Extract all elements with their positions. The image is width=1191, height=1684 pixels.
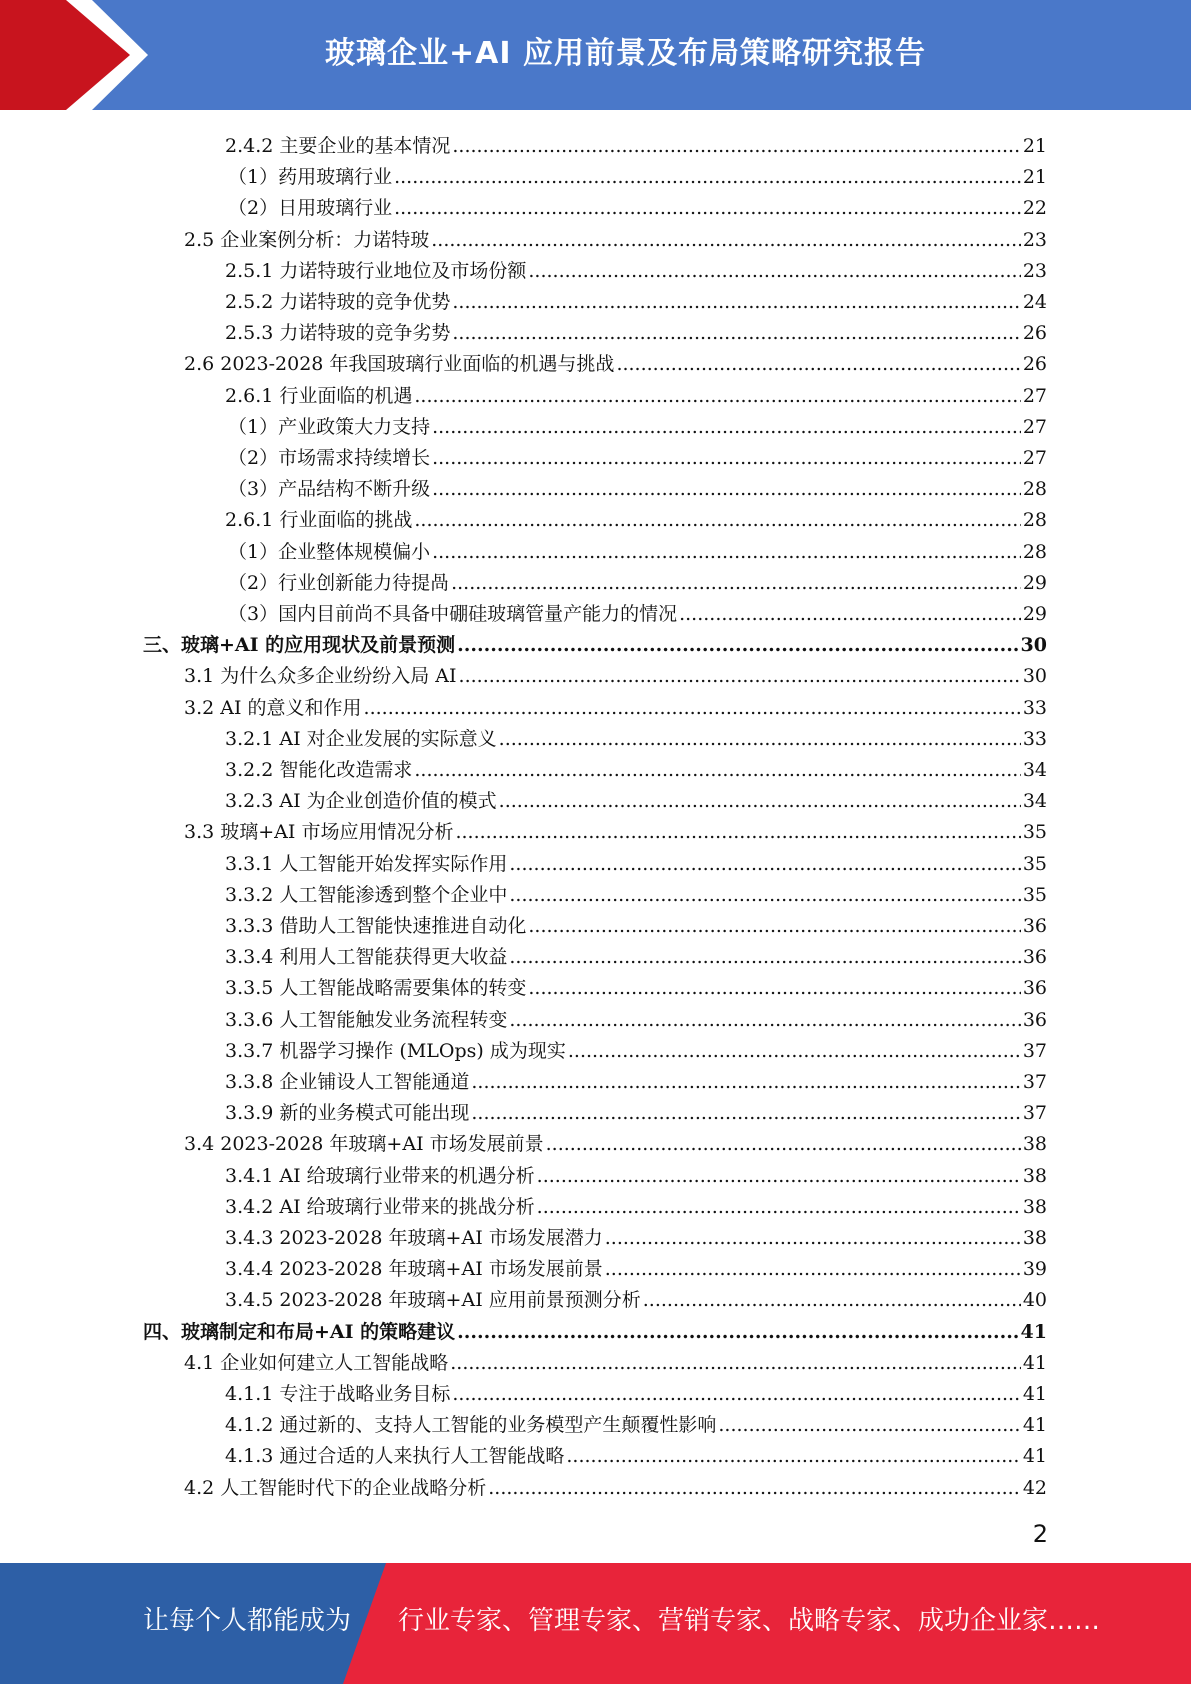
toc-entry[interactable] <box>225 1063 1047 1094</box>
toc-entry-title: 3.3.9 新的业务模式可能出现 <box>225 1102 470 1125</box>
toc-entry[interactable] <box>225 1001 1047 1032</box>
toc-entry-page: 38 <box>1022 1133 1047 1156</box>
toc-entry-title: （1）药用玻璃行业 <box>228 166 393 189</box>
toc-entry-page: 40 <box>1022 1289 1047 1312</box>
toc-entry-title: （3）产品结构不断升级 <box>228 478 431 501</box>
toc-entry-title: 3.4.5 2023-2028 年玻璃+AI 应用前景预测分析 <box>225 1289 641 1312</box>
toc-entry-title: 3.3.7 机器学习操作 (MLOps) 成为现实 <box>225 1039 566 1062</box>
toc-entry-page: 35 <box>1022 821 1047 844</box>
toc-entry-title: 3.4.1 AI 给玻璃行业带来的机遇分析 <box>225 1164 535 1187</box>
toc-dot-leader <box>432 477 1021 501</box>
toc-entry-title: 3.4.3 2023-2028 年玻璃+AI 市场发展潜力 <box>225 1227 603 1249</box>
toc-entry-page: 28 <box>1022 509 1047 532</box>
toc-entry-title: （2）日用玻璃行业 <box>228 197 393 220</box>
toc-entry[interactable] <box>228 533 1047 564</box>
toc-entry-page: 35 <box>1022 883 1047 906</box>
toc-entry[interactable] <box>228 470 1047 501</box>
toc-entry[interactable] <box>225 1157 1047 1188</box>
toc-entry-title: 3.3.2 人工智能渗透到整个企业中 <box>225 883 508 906</box>
toc-entry-title: 3.4.4 2023-2028 年玻璃+AI 市场发展前景 <box>225 1258 603 1281</box>
report-title: 玻璃企业+AI 应用前景及布局策略研究报告 <box>325 36 926 71</box>
toc-entry[interactable] <box>228 595 1047 626</box>
toc-entry-page: 33 <box>1022 696 1047 719</box>
toc-entry[interactable] <box>225 501 1047 532</box>
toc-entry-page: 21 <box>1022 135 1047 157</box>
toc-entry-page: 33 <box>1022 727 1047 750</box>
toc-entry-title: （3）国内目前尚不具备中硼硅玻璃管量产能力的情况 <box>228 603 678 625</box>
toc-entry-page: 23 <box>1022 228 1047 251</box>
toc-entry-page: 30 <box>1022 665 1047 688</box>
toc-entry[interactable] <box>225 1375 1047 1406</box>
toc-entry-title: 4.1.2 通过新的、支持人工智能的业务模型产生颠覆性影响 <box>225 1414 717 1437</box>
toc-entry-page: 30 <box>1020 634 1047 657</box>
toc-entry[interactable] <box>225 876 1047 907</box>
page-header <box>0 0 1191 110</box>
toc-dot-leader <box>414 384 1020 408</box>
toc-entry-page: 41 <box>1022 1351 1047 1374</box>
toc-dot-leader <box>679 602 1021 626</box>
toc-entry-title: 2.5.3 力诺特玻的竞争劣势 <box>225 322 451 345</box>
toc-entry[interactable] <box>225 1188 1047 1219</box>
toc-entry[interactable] <box>143 626 1047 657</box>
toc-entry-page: 28 <box>1022 478 1047 501</box>
toc-entry[interactable] <box>228 439 1047 470</box>
toc-entry-title: 3.2.3 AI 为企业创造价值的模式 <box>225 790 497 813</box>
toc-entry-title: 3.3.5 人工智能战略需要集体的转变 <box>225 977 527 1000</box>
toc-entry-title: 三、玻璃+AI 的应用现状及前景预测 <box>143 634 456 657</box>
toc-entry-page: 26 <box>1022 322 1047 345</box>
toc-entry[interactable] <box>228 408 1047 439</box>
toc-entry-page: 23 <box>1022 259 1047 282</box>
toc-entry-page: 29 <box>1022 571 1047 594</box>
toc-entry[interactable] <box>225 907 1047 938</box>
toc-entry-page: 38 <box>1022 1195 1047 1218</box>
toc-dot-leader <box>414 508 1020 532</box>
toc-dot-leader <box>414 758 1020 782</box>
toc-entry-title: 3.4 2023-2028 年玻璃+AI 市场发展前景 <box>184 1133 544 1156</box>
toc-entry[interactable] <box>225 1032 1047 1063</box>
toc-dot-leader <box>459 664 1021 688</box>
toc-dot-leader <box>509 1008 1020 1032</box>
toc-dot-leader <box>432 540 1021 564</box>
toc-entry[interactable] <box>225 1094 1047 1125</box>
toc-entry-page: 34 <box>1022 790 1047 813</box>
toc-entry-title: 4.1.3 通过合适的人来执行人工智能战略 <box>225 1445 565 1468</box>
toc-dot-leader <box>431 228 1021 252</box>
toc-entry[interactable] <box>184 689 1047 720</box>
toc-entry-title: 3.3.6 人工智能触发业务流程转变 <box>225 1008 508 1031</box>
toc-entry-title: （1）企业整体规模偏小 <box>228 540 431 563</box>
toc-dot-leader <box>457 1320 1018 1344</box>
toc-entry-title: 2.5 企业案例分析：力诺特玻 <box>184 228 430 251</box>
toc-entry[interactable] <box>184 221 1047 252</box>
toc-dot-leader <box>537 1164 1021 1188</box>
toc-dot-leader <box>568 1039 1021 1063</box>
toc-entry-title: 3.3 玻璃+AI 市场应用情况分析 <box>184 821 454 844</box>
toc-entry-page: 37 <box>1022 1071 1047 1093</box>
toc-dot-leader <box>605 1257 1021 1281</box>
toc-entry[interactable] <box>225 283 1047 314</box>
toc-dot-leader <box>546 1132 1021 1156</box>
toc-entry[interactable] <box>184 1125 1047 1156</box>
toc-entry-title: 四、玻璃制定和布局+AI 的策略建议 <box>143 1320 456 1343</box>
toc-dot-leader <box>471 1070 1020 1094</box>
footer-slogan-left: 让每个人都能成为 <box>143 1606 352 1636</box>
toc-dot-leader <box>499 727 1021 751</box>
toc-dot-leader <box>616 352 1020 376</box>
toc-entry-title: 4.1 企业如何建立人工智能战略 <box>184 1351 449 1374</box>
toc-entry-title: （2）行业创新能力待提咼 <box>228 571 450 594</box>
toc-entry[interactable] <box>225 252 1047 283</box>
toc-dot-leader <box>528 259 1020 283</box>
toc-entry-title: 3.3.4 利用人工智能获得更大收益 <box>225 946 508 969</box>
toc-entry-title: 4.1.1 专注于战略业务目标 <box>225 1383 451 1405</box>
toc-dot-leader <box>605 1226 1021 1250</box>
toc-entry[interactable] <box>184 1469 1047 1500</box>
toc-entry[interactable] <box>225 1250 1047 1281</box>
toc-dot-leader <box>394 165 1021 189</box>
toc-entry-page: 21 <box>1022 166 1047 189</box>
toc-entry-title: 2.5.2 力诺特玻的竞争优势 <box>225 291 451 313</box>
toc-entry-title: 2.6.1 行业面临的机遇 <box>225 384 413 407</box>
toc-entry-title: 3.3.8 企业铺设人工智能通道 <box>225 1071 470 1093</box>
toc-entry-page: 26 <box>1022 353 1047 376</box>
toc-entry-title: 2.6 2023-2028 年我国玻璃行业面临的机遇与挑战 <box>184 353 615 376</box>
toc-entry-title: 2.6.1 行业面临的挑战 <box>225 509 413 532</box>
toc-dot-leader <box>566 1444 1020 1468</box>
toc-entry[interactable] <box>184 813 1047 844</box>
toc-entry-page: 41 <box>1022 1383 1047 1405</box>
toc-entry[interactable] <box>225 751 1047 782</box>
footer-slogan-right: 行业专家、管理专家、营销专家、战略专家、成功企业家…… <box>398 1606 1101 1636</box>
toc-entry-page: 36 <box>1022 977 1047 1000</box>
toc-entry-page: 28 <box>1022 540 1047 563</box>
toc-dot-leader <box>509 852 1020 876</box>
toc-entry-title: 3.1 为什么众多企业纷纷入局 AI <box>184 665 457 688</box>
toc-entry-page: 27 <box>1022 384 1047 407</box>
toc-dot-leader <box>364 696 1021 720</box>
toc-entry-title: 4.2 人工智能时代下的企业战略分析 <box>184 1476 487 1499</box>
toc-entry-title: 2.5.1 力诺特玻行业地位及市场份额 <box>225 259 527 282</box>
toc-entry[interactable] <box>225 127 1047 158</box>
toc-dot-leader <box>432 446 1021 470</box>
toc-entry-page: 35 <box>1022 852 1047 875</box>
toc-entry[interactable] <box>225 845 1047 876</box>
toc-entry[interactable] <box>225 1437 1047 1468</box>
toc-entry[interactable] <box>225 969 1047 1000</box>
toc-entry-page: 29 <box>1022 603 1047 625</box>
toc-entry-page: 24 <box>1022 291 1047 313</box>
toc-entry[interactable] <box>228 158 1047 189</box>
toc-entry[interactable] <box>184 345 1047 376</box>
toc-entry-title: 3.2.1 AI 对企业发展的实际意义 <box>225 727 497 750</box>
toc-dot-leader <box>528 976 1020 1000</box>
toc-dot-leader <box>451 571 1021 595</box>
toc-entry-title: 3.2 AI 的意义和作用 <box>184 696 362 719</box>
toc-entry-title: 3.4.2 AI 给玻璃行业带来的挑战分析 <box>225 1195 535 1218</box>
toc-entry-page: 36 <box>1022 915 1047 937</box>
toc-entry[interactable] <box>225 1219 1047 1250</box>
toc-entry-title: （1）产业政策大力支持 <box>228 415 431 438</box>
toc-dot-leader <box>509 945 1020 969</box>
toc-dot-leader <box>457 633 1018 657</box>
toc-entry-title: 3.2.2 智能化改造需求 <box>225 759 413 781</box>
toc-dot-leader <box>509 883 1020 907</box>
page-number: 2 <box>1032 1520 1048 1548</box>
toc-dot-leader <box>452 321 1020 345</box>
toc-dot-leader <box>718 1413 1020 1437</box>
toc-entry-page: 39 <box>1022 1258 1047 1281</box>
toc-entry[interactable] <box>225 1406 1047 1437</box>
toc-entry-page: 27 <box>1022 415 1047 438</box>
toc-dot-leader <box>432 415 1021 439</box>
toc-dot-leader <box>643 1288 1021 1312</box>
toc-entry-page: 38 <box>1022 1164 1047 1187</box>
toc-entry-page: 41 <box>1022 1445 1047 1468</box>
toc-entry-page: 41 <box>1020 1320 1047 1343</box>
toc-dot-leader <box>452 1382 1020 1406</box>
toc-dot-leader <box>455 820 1020 844</box>
toc-dot-leader <box>452 134 1020 158</box>
toc-entry-page: 41 <box>1022 1414 1047 1437</box>
toc-entry[interactable] <box>184 657 1047 688</box>
toc-entry-page: 38 <box>1022 1227 1047 1249</box>
toc-entry-title: 2.4.2 主要企业的基本情况 <box>225 135 451 157</box>
toc-entry[interactable] <box>225 782 1047 813</box>
toc-entry[interactable] <box>228 189 1047 220</box>
toc-dot-leader <box>499 789 1021 813</box>
toc-entry[interactable] <box>225 938 1047 969</box>
toc-entry[interactable] <box>225 314 1047 345</box>
toc-entry-page: 36 <box>1022 946 1047 969</box>
toc-entry[interactable] <box>228 564 1047 595</box>
toc-entry-page: 37 <box>1022 1102 1047 1125</box>
toc-entry-page: 34 <box>1022 759 1047 781</box>
toc-entry-page: 36 <box>1022 1008 1047 1031</box>
toc-entry-page: 42 <box>1022 1476 1047 1499</box>
toc-entry[interactable] <box>225 720 1047 751</box>
toc-entry[interactable] <box>184 1344 1047 1375</box>
toc-dot-leader <box>471 1101 1020 1125</box>
toc-dot-leader <box>528 914 1020 938</box>
toc-dot-leader <box>394 196 1021 220</box>
toc-dot-leader <box>488 1476 1021 1500</box>
toc-entry[interactable] <box>225 377 1047 408</box>
toc-entry-page: 37 <box>1022 1039 1047 1062</box>
toc-entry-page: 22 <box>1022 197 1047 220</box>
toc-entry[interactable] <box>225 1281 1047 1312</box>
toc-entry-title: （2）市场需求持续增长 <box>228 447 431 469</box>
toc-dot-leader <box>450 1351 1021 1375</box>
toc-entry-page: 27 <box>1022 447 1047 469</box>
toc-entry-title: 3.3.1 人工智能开始发挥实际作用 <box>225 852 508 875</box>
toc-dot-leader <box>452 290 1020 314</box>
toc-entry-title: 3.3.3 借助人工智能快速推进自动化 <box>225 915 527 937</box>
toc-entry[interactable] <box>143 1313 1047 1344</box>
toc-dot-leader <box>537 1195 1021 1219</box>
